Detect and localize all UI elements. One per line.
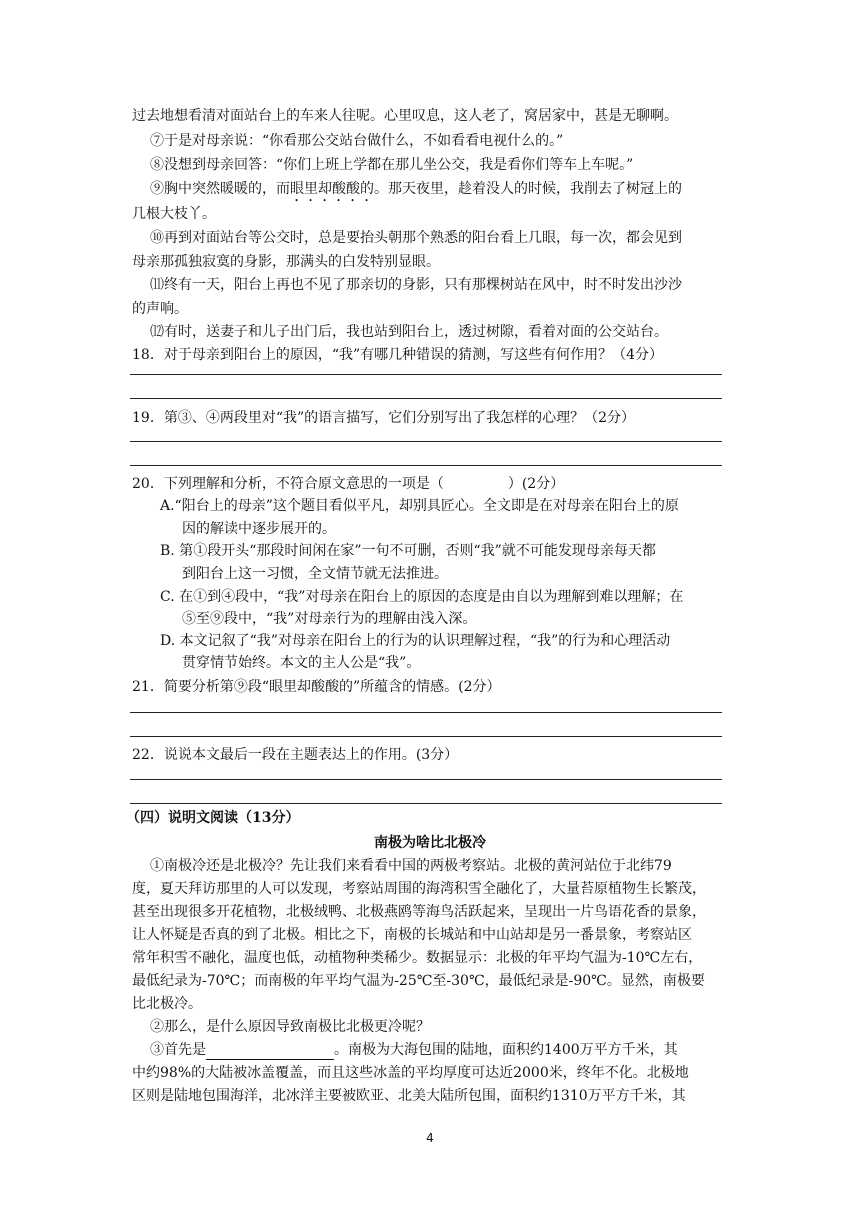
answer-line[interactable] — [130, 779, 722, 780]
section-heading: （四）说明文阅读（13分） — [126, 810, 300, 826]
paragraph-12: ⑿有时，送妻子和儿子出门后，我也站到阳台上，透过树隙，看着对面的公交站台。 — [150, 324, 668, 340]
answer-line[interactable] — [130, 398, 722, 399]
option-a: A.“阳台上的母亲”这个题目看似平凡，却别具匠心。全文即是在对母亲在阳台上的原 — [160, 498, 679, 514]
text-line: 的声响。 — [132, 301, 188, 317]
text-line: 中约98%的大陆被冰盖覆盖，而且这些冰盖的平均厚度可达近2000米，终年不化。北极地 — [132, 1065, 689, 1081]
option-b-cont: 到阳台上这一习惯，全文情节就无法推进。 — [182, 566, 448, 582]
fill-in-blank[interactable] — [206, 1045, 334, 1060]
paragraph — [150, 1040, 750, 1060]
question-19: 19．第③、④两段里对“我”的语言描写，它们分别写出了我怎样的心理？（2分） — [132, 410, 636, 426]
text-line: 最低纪录为-70℃；而南极的年平均气温为-25℃至-30℃，最低纪录是-90℃。显然，南极要 — [132, 973, 705, 989]
option-c-cont: ⑤至⑨段中，“我”对母亲行为的理解由浅入深。 — [182, 611, 477, 627]
question-text: ）(2分） — [507, 476, 565, 492]
option-a-cont: 因的解读中逐步展开的。 — [182, 521, 336, 537]
paragraph: ①南极冷还是北极冷？先让我们来看看中国的两极考察站。北极的黄河站位于北纬79 — [150, 858, 672, 874]
text-line: 过去地想看清对面站台上的车来人往呢。心里叹息，这人老了，窝居家中，甚是无聊啊。 — [132, 108, 678, 124]
paragraph-11: ⑾终有一天，阳台上再也不见了那亲切的身影，只有那棵树站在风中，时不时发出沙沙 — [150, 277, 682, 293]
option-d: D. 本文记叙了“我”对母亲在阳台上的行为的认识理解过程，“我”的行为和心理活动 — [160, 633, 671, 649]
question-22: 22．说说本文最后一段在主题表达上的作用。(3分） — [132, 747, 459, 763]
paragraph-10: ⑩再到对面站台等公交时，总是要抬头朝那个熟悉的阳台看上几眼，每一次，都会见到 — [150, 230, 682, 246]
text-segment: ③首先是 — [150, 1042, 206, 1058]
text-line: 让人怀疑是否真的到了北极。相比之下，南极的长城站和中山站却是另一番景象，考察站区 — [132, 927, 692, 943]
answer-line[interactable] — [130, 374, 722, 375]
page-number: 4 — [426, 1131, 434, 1145]
answer-line[interactable] — [130, 803, 722, 804]
article-title: 南极为啥比北极冷 — [374, 835, 486, 851]
paragraph: ②那么，是什么原因导致南极比北极更冷呢？ — [150, 1019, 430, 1035]
paragraph-7: ⑦于是对母亲说：“你看那公交站台做什么，不如看看电视什么的。” — [150, 133, 564, 149]
answer-line[interactable] — [130, 712, 722, 713]
answer-line[interactable] — [130, 441, 722, 442]
text-line: 几根大枝丫。 — [132, 206, 216, 222]
option-d-cont: 贯穿情节始终。本文的主人公是“我”。 — [182, 655, 421, 671]
text-line: 比北极冷。 — [132, 996, 202, 1012]
text-segment: 。南极为大海包围的陆地，面积约1400万平方千米，其 — [334, 1042, 678, 1058]
text-line: 常年积雪不融化，温度也低，动植物种类稀少。数据显示：北极的年平均气温为-10℃左右， — [132, 950, 703, 966]
option-b: B. 第①段开头“那段时间闲在家”一句不可删，否则“我”就不可能发现母亲每天都 — [160, 543, 656, 559]
text-line: 区则是陆地包围海洋，北冰洋主要被欧亚、北美大陆所包围，面积约1310万平方千米，其 — [132, 1088, 686, 1104]
answer-line[interactable] — [130, 736, 722, 737]
paragraph-9 — [150, 179, 750, 205]
paragraph-8: ⑧没想到母亲回答：“你们上班上学都在那儿坐公交，我是看你们等车上车呢。” — [150, 157, 634, 173]
emphasized-text: 眼里却酸酸的 — [290, 181, 374, 197]
text-segment: 。那天夜里，趁着没人的时候，我削去了树冠上的 — [374, 181, 682, 197]
text-segment: ⑨胸中突然暖暖的，而 — [150, 181, 290, 197]
text-line: 甚至出现很多开花植物，北极绒鸭、北极燕鸥等海鸟活跃起来，呈现出一片鸟语花香的景象， — [132, 904, 706, 920]
question-21: 21．简要分析第⑨段“眼里却酸酸的”所蕴含的情感。(2分） — [132, 679, 501, 695]
question-18: 18．对于母亲到阳台上的原因，“我”有哪几种错误的猜测，写这些有何作用？（4分） — [132, 347, 664, 363]
answer-line[interactable] — [130, 465, 722, 466]
text-line: 母亲那孤独寂寞的身影，那满头的白发特别显眼。 — [132, 254, 440, 270]
text-line: 度，夏天拜访那里的人可以发现，考察站周围的海湾积雪全融化了，大量苔原植物生长繁茂， — [132, 881, 706, 897]
option-c: C. 在①到④段中，“我”对母亲在阳台上的原因的态度是由自以为理解到难以理解；在 — [160, 589, 684, 605]
question-text: 20．下列理解和分析，不符合原文意思的一项是（ — [132, 476, 444, 492]
question-20 — [132, 474, 732, 494]
